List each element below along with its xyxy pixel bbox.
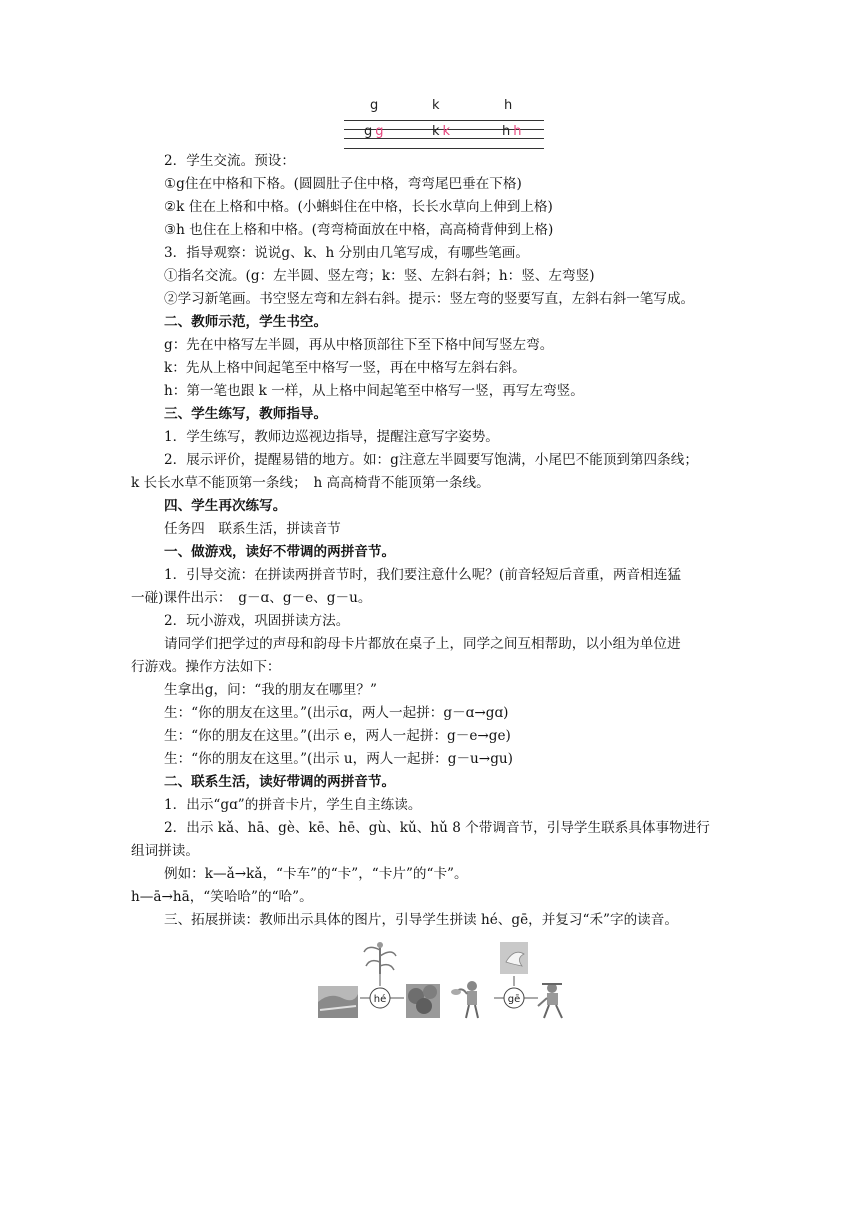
paragraph-line: 1．出示“gɑ”的拼音卡片，学生自主练读。 [164,797,422,813]
grid-example-letter: g [364,124,373,139]
grid-top-letter-h: h [504,98,513,113]
syllable-bubble-he-label: hé [373,994,387,1005]
river-picture [318,986,358,1018]
paragraph-line: 行游戏。操作方法如下： [131,659,281,675]
paragraph-line: 2．展示评价，提醒易错的地方。如：g注意左半圆要写饱满，小尾巴不能顶到第四条线； [164,452,698,468]
paragraph-line: 生拿出g，问：“我的朋友在哪里？” [164,682,377,698]
dialogue-line: 生：“你的朋友在这里。”(出示 e，两人一起拼：g－e→ge) [164,728,511,744]
syllable-illustration [316,940,576,1022]
paragraph-line: k：先从上格中间起笔至中格写一竖，再在中格写左斜右斜。 [164,360,526,376]
section-heading: 三、学生练写，教师指导。 [164,406,328,422]
paragraph-line: 1．学生练写，教师边巡视边指导，提醒注意写字姿势。 [164,429,499,445]
dove-picture [500,942,528,974]
grid-trace-letter: h [513,124,522,139]
grid-example-letter: h [502,124,511,139]
task-heading: 任务四 联系生活，拼读音节 [164,521,341,537]
paragraph-line: 1．引导交流：在拼读两拼音节时，我们要注意什么呢？(前音轻短后音重，两音相连猛 [164,567,681,583]
section-heading: 四、学生再次练写。 [164,498,287,514]
paragraph-line: 一碰)课件出示： g－ɑ、g－e、g－u。 [131,590,372,606]
flower-picture [406,984,440,1018]
section-heading: 一、做游戏，读好不带调的两拼音节。 [164,544,396,560]
paragraph-line: 组词拼读。 [131,843,199,859]
grid-line-4 [344,148,544,149]
child-picture [451,981,478,1018]
paragraph-line: ②k 住在上格和中格。(小蝌蚪住在中格，长长水草向上伸到上格) [164,199,553,215]
section-heading: 二、联系生活，读好带调的两拼音节。 [164,774,396,790]
grid-trace-letter: k [442,124,451,139]
paragraph-line: 请同学们把学过的声母和韵母卡片都放在桌子上，同学之间互相帮助，以小组为单位进 [164,636,681,652]
grid-trace-letter: g [375,124,384,139]
paragraph-line: h—ā→hā，“笑哈哈”的“哈”。 [131,889,313,905]
paragraph-line: ①指名交流。(g：左半圆、竖左弯；k：竖、左斜右斜；h：竖、左弯竖) [164,268,595,284]
grid-top-letter-g: g [370,98,379,113]
grid-line-1 [344,120,544,121]
paragraph-line: 三、拓展拼读：教师出示具体的图片，引导学生拼读 hé、gē，并复习“禾”字的读音。 [164,912,678,928]
syllable-bubble-ge-label: gē [507,994,521,1005]
paragraph-line: g：先在中格写左半圆，再从中格顶部往下至下格中间写竖左弯。 [164,337,554,353]
dialogue-line: 生：“你的朋友在这里。”(出示ɑ，两人一起拼：g－ɑ→gɑ) [164,705,509,721]
grid-pair-k [432,124,450,139]
paragraph-line: 2．学生交流。预设： [164,153,295,169]
grid-example-letter: k [432,124,440,139]
dialogue-line: 生：“你的朋友在这里。”(出示 u，两人一起拼：g－u→gu) [164,751,513,767]
paragraph-line: k 长长水草不能顶第一条线； h 高高椅背不能顶第一条线。 [131,475,490,491]
paragraph-line: 3．指导观察：说说g、k、h 分别由几笔写成，有哪些笔画。 [164,245,529,261]
paragraph-line: ①g住在中格和下格。(圆圆肚子住中格，弯弯尾巴垂在下格) [164,176,522,192]
section-heading: 二、教师示范，学生书空。 [164,314,328,330]
grid-pair-g [364,124,384,139]
paragraph-line: ③h 也住在上格和中格。(弯弯椅面放在中格，高高椅背伸到上格) [164,222,554,238]
paragraph-line: ②学习新笔画。书空竖左弯和左斜右斜。提示：竖左弯的竖要写直，左斜右斜一笔写成。 [164,291,695,307]
paragraph-line: 2．出示 kǎ、hā、gè、kē、hē、gù、kǔ、hǔ 8 个带调音节，引导学生联系具体事物进行 [164,820,710,836]
paragraph-line: 例如：k—ǎ→kǎ，“卡车”的“卡”，“卡片”的“卡”。 [164,866,468,882]
paragraph-line: 2．玩小游戏，巩固拼读方法。 [164,613,350,629]
farmer-picture [538,983,562,1018]
grid-top-letter-k: k [432,98,440,113]
paragraph-line: h：第一笔也跟 k 一样，从上格中间起笔至中格写一竖，再写左弯竖。 [164,383,584,399]
rice-plant-picture [364,942,396,974]
four-line-grid-figure [344,98,544,154]
grid-pair-h [502,124,522,139]
